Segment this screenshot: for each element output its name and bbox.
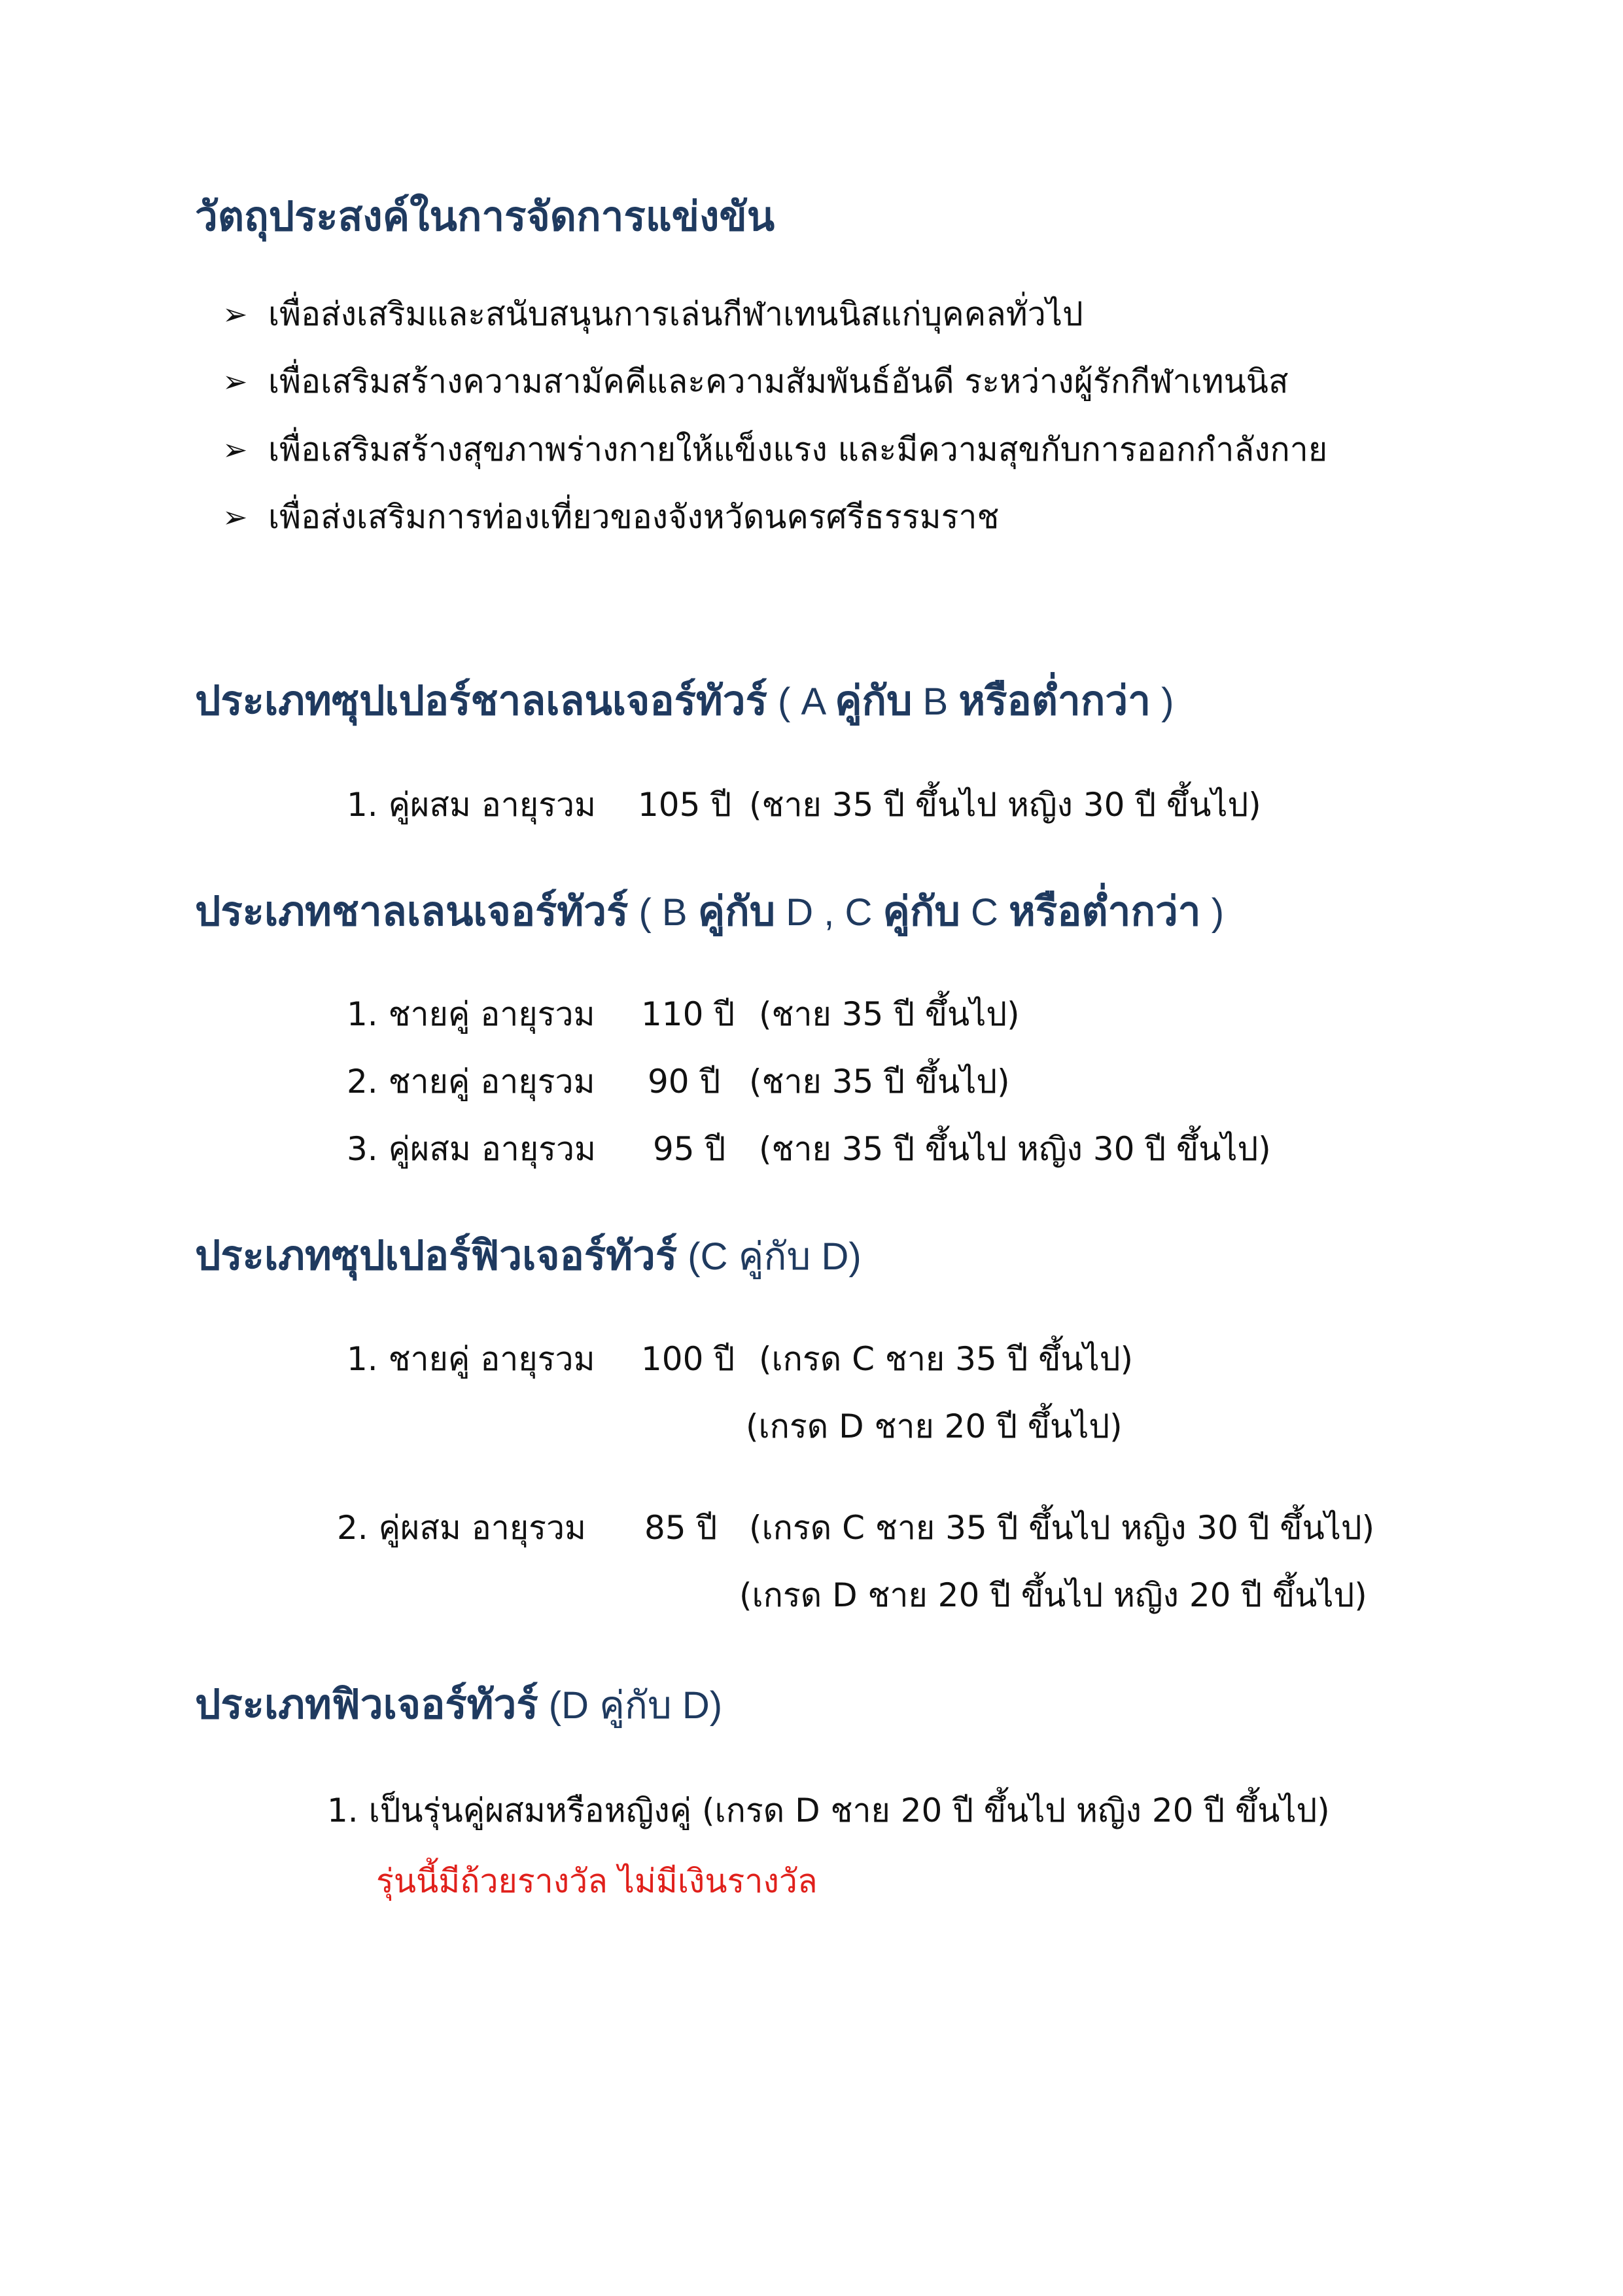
section-subtitle: ( A: [767, 680, 835, 723]
age-condition: (ชาย 35 ปี ขึ้นไป หญิง 30 ปี ขึ้นไป): [759, 1130, 1271, 1168]
section-subtitle: B: [912, 680, 959, 723]
age-condition: (เกรด D ชาย 20 ปี ขึ้นไป หญิง 20 ปี ขึ้นไป): [739, 1576, 1367, 1614]
category-label: 1. ชายคู่ อายุรวม: [347, 1340, 595, 1378]
category-row: [0, 1511, 1623, 1551]
age-total: 85 ปี: [644, 1509, 718, 1547]
age-condition: (เกรด D ชาย 20 ปี ขึ้นไป): [746, 1407, 1123, 1445]
section-subtitle: คู่กับ: [882, 887, 960, 935]
age-total: 105 ปี: [638, 786, 732, 824]
section-subtitle: หรือต่ำกว่า: [958, 677, 1151, 724]
age-condition: (ชาย 35 ปี ขึ้นไป หญิง 30 ปี ขึ้นไป): [749, 786, 1261, 824]
section-title-text: ประเภทฟิวเจอร์ทัวร์: [195, 1680, 538, 1728]
objective-item: [222, 433, 1327, 466]
category-label: 3. คู่ผสม อายุรวม: [347, 1130, 597, 1168]
section-subtitle: ( B: [628, 891, 698, 934]
category-row-continued: [0, 1576, 1623, 1618]
age-condition: (ชาย 35 ปี ขึ้นไป): [759, 995, 1020, 1033]
age-total: 90 ปี: [648, 1063, 721, 1101]
objective-item: [222, 498, 1000, 536]
objective-text: เพื่อเสริมสร้างสุขภาพร่างกายให้แข็งแรง และมีความสุขกับการออกกำลังกาย: [268, 431, 1328, 468]
prize-note: รุ่นนี้มีถ้วยรางวัล ไม่มีเงินรางวัล: [376, 1862, 818, 1900]
section-subtitle: D , C: [775, 891, 883, 934]
arrow-bullet-icon: ➢: [222, 432, 248, 467]
section-subtitle: ): [1200, 891, 1225, 934]
category-row-continued: [0, 1407, 1623, 1449]
section-title-super-challenger: [195, 677, 1174, 724]
age-condition: (ชาย 35 ปี ขึ้นไป): [749, 1063, 1010, 1101]
category-row: [0, 1340, 1623, 1382]
section-subtitle: C: [960, 891, 1009, 934]
section-title-text: ประเภทซุปเปอร์ฟิวเจอร์ทัวร์: [195, 1231, 678, 1279]
category-label: 1. เป็นรุ่นคู่ผสมหรือหญิงคู่ (เกรด D ชาย 20 ปี ขึ้นไป หญิง 20 ปี ขึ้นไป): [327, 1792, 1330, 1829]
section-subtitle: คู่กับ: [697, 887, 776, 935]
age-total: 95 ปี: [653, 1130, 726, 1168]
category-row: [327, 1794, 1330, 1827]
section-subtitle: หรือต่ำกว่า: [1008, 887, 1201, 935]
category-row: [0, 1130, 1623, 1172]
category-label: 1. ชายคู่ อายุรวม: [347, 995, 595, 1033]
section-title-text: ประเภทชาลเลนเจอร์ทัวร์: [195, 887, 629, 935]
objective-item: [222, 295, 1083, 333]
category-row: [0, 995, 1623, 1037]
objective-text: เพื่อส่งเสริมการท่องเที่ยวของจังหวัดนครศรีธรรมราช: [268, 498, 1000, 536]
arrow-bullet-icon: ➢: [222, 499, 248, 535]
section-title-challenger: [195, 887, 1225, 935]
arrow-bullet-icon: ➢: [222, 296, 248, 332]
category-label: 2. คู่ผสม อายุรวม: [337, 1509, 587, 1547]
age-total: 100 ปี: [641, 1340, 735, 1378]
age-condition: (เกรด C ชาย 35 ปี ขึ้นไป หญิง 30 ปี ขึ้นไป): [749, 1509, 1375, 1547]
arrow-bullet-icon: ➢: [222, 364, 248, 399]
age-total: 110 ปี: [641, 995, 735, 1033]
category-row: [0, 788, 1623, 828]
age-condition: (เกรด C ชาย 35 ปี ขึ้นไป): [759, 1340, 1133, 1378]
objectives-title: วัตถุประสงค์ในการจัดการแข่งขัน: [195, 192, 775, 240]
section-title-future: [195, 1680, 723, 1728]
objective-text: เพื่อเสริมสร้างความสามัคคีและความสัมพันธ์อันดี ระหว่างผู้รักกีฬาเทนนิส: [268, 362, 1289, 400]
section-title-text: ประเภทซุปเปอร์ชาลเลนเจอร์ทัวร์: [195, 677, 767, 724]
category-label: 2. ชายคู่ อายุรวม: [347, 1063, 595, 1101]
category-row: [0, 1065, 1623, 1104]
objective-item: [222, 362, 1289, 400]
section-subtitle: (C คู่กับ D): [677, 1235, 862, 1278]
section-title-super-future: [195, 1231, 862, 1279]
section-subtitle: (D คู่กับ D): [538, 1684, 723, 1727]
section-subtitle: คู่กับ: [835, 677, 913, 724]
section-subtitle: ): [1151, 680, 1174, 723]
objective-text: เพื่อส่งเสริมและสนับสนุนการเล่นกีฬาเทนนิสแก่บุคคลทั่วไป: [268, 295, 1083, 333]
category-label: 1. คู่ผสม อายุรวม: [347, 786, 597, 824]
